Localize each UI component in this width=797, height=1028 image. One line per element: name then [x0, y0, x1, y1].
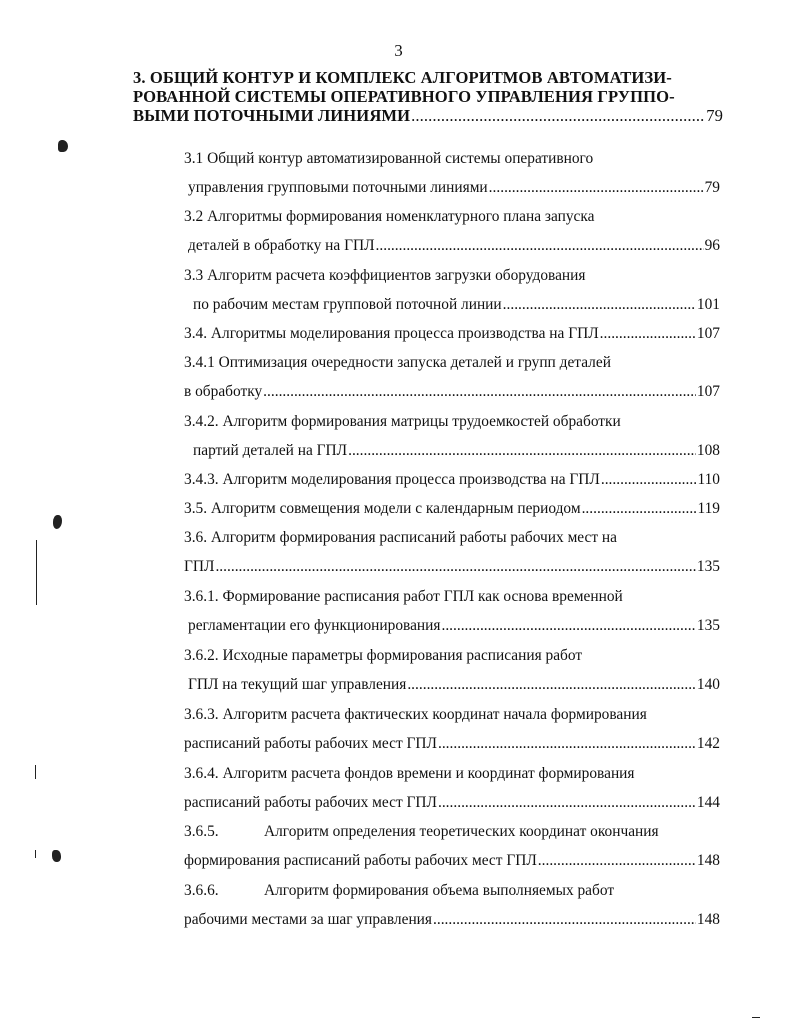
- toc-page-ref: 135: [696, 558, 720, 576]
- toc-entry-title: 3.5. Алгоритм совмещения модели с календарным периодом: [184, 500, 581, 517]
- toc-entry-3-6-4: [184, 759, 720, 818]
- toc-entry-title-cont: расписаний работы рабочих мест ГПЛ: [184, 794, 437, 812]
- dot-leader: [489, 173, 704, 202]
- toc-entry-title: 3.2 Алгоритмы формирования номенклатурного плана запуска: [184, 208, 595, 225]
- toc-page-ref: 119: [697, 500, 720, 517]
- toc-entry-title: Алгоритм определения теоретических координат окончания: [264, 823, 659, 840]
- toc-entry-title: 3.4. Алгоритмы моделирования процесса производства на ГПЛ: [184, 325, 599, 342]
- toc-entry-title-cont: формирования расписаний работы рабочих мест ГПЛ: [184, 852, 537, 870]
- toc-page-ref: 148: [696, 852, 720, 870]
- toc-entry-title: 3.4.1 Оптимизация очередности запуска деталей и групп деталей: [184, 354, 611, 371]
- chapter-heading: [133, 68, 723, 125]
- dot-leader: [600, 319, 696, 348]
- chapter-page-ref: 79: [706, 106, 723, 125]
- toc-entry-title-cont: рабочими местами за шаг управления: [184, 911, 432, 929]
- toc-page-ref: 140: [696, 676, 720, 694]
- toc-entry-title: 3.6.1. Формирование расписания работ ГПЛ как основа временной: [184, 588, 623, 605]
- dot-leader: [348, 436, 696, 465]
- toc-entry-title-cont: по рабочим местам групповой поточной линии: [193, 296, 502, 314]
- toc-entry-3-1: [184, 144, 720, 203]
- toc-entry-title: 3.3 Алгоритм расчета коэффициентов загрузки оборудования: [184, 267, 586, 284]
- toc-entry-number: 3.6.6.: [184, 882, 219, 899]
- dot-leader: [411, 106, 705, 125]
- toc-page-ref: 107: [696, 325, 720, 342]
- scan-mark: [35, 850, 36, 858]
- toc-page-ref: 110: [697, 471, 720, 488]
- toc-entry-title-cont: в обработку: [184, 383, 263, 401]
- toc-page-ref: 135: [696, 617, 720, 635]
- toc-page-ref: 142: [696, 735, 720, 753]
- dot-leader: [263, 377, 696, 406]
- chapter-title-line-2: РОВАННОЙ СИСТЕМЫ ОПЕРАТИВНОГО УПРАВЛЕНИЯ ГРУППО-: [133, 87, 675, 106]
- toc-entry-title-cont: ГПЛ на текущий шаг управления: [188, 676, 407, 694]
- toc-entry-3-6-6: [184, 876, 720, 935]
- scan-mark: [36, 540, 37, 605]
- toc-entry-3-6-5: [184, 817, 720, 876]
- toc-page-ref: 148: [696, 911, 720, 929]
- dot-leader: [441, 611, 695, 640]
- toc-page-ref: 79: [704, 179, 720, 197]
- toc-entry-title: 3.4.2. Алгоритм формирования матрицы трудоемкостей обработки: [184, 413, 621, 430]
- dot-leader: [215, 552, 695, 581]
- toc-page-ref: 144: [696, 794, 720, 812]
- toc-entry-title: Алгоритм формирования объема выполняемых работ: [264, 882, 615, 899]
- page-number: 3: [394, 41, 403, 60]
- dot-leader: [433, 905, 696, 934]
- dot-leader: [582, 494, 697, 523]
- toc-entry-title-cont: регламентации его функционирования: [188, 617, 441, 635]
- toc-entry-3-4-2: [184, 407, 720, 466]
- toc-entry-3-4: [184, 319, 720, 348]
- chapter-title-line-1: 3. ОБЩИЙ КОНТУР И КОМПЛЕКС АЛГОРИТМОВ АВТОМАТИЗИ-: [133, 68, 672, 87]
- toc-entry-3-5: [184, 494, 720, 523]
- scan-mark: [752, 1017, 760, 1018]
- dot-leader: [438, 729, 696, 758]
- chapter-title-line-3: ВЫМИ ПОТОЧНЫМИ ЛИНИЯМИ: [133, 106, 411, 125]
- toc-page-ref: 96: [704, 237, 720, 255]
- toc-entry-3-3: [184, 261, 720, 320]
- toc-entry-title-cont: партий деталей на ГПЛ: [193, 442, 348, 460]
- toc-page-ref: 108: [696, 442, 720, 460]
- toc-entry-title: 3.4.3. Алгоритм моделирования процесса производства на ГПЛ: [184, 471, 600, 488]
- dot-leader: [538, 846, 696, 875]
- dot-leader: [503, 290, 696, 319]
- toc-entry-3-6-3: [184, 700, 720, 759]
- scan-mark: [58, 140, 68, 152]
- toc-entry-title: 3.6.2. Исходные параметры формирования расписания работ: [184, 647, 583, 664]
- dot-leader: [407, 670, 696, 699]
- toc-entry-3-4-3: [184, 465, 720, 494]
- toc-entry-3-2: [184, 202, 720, 261]
- dot-leader: [601, 465, 697, 494]
- toc-entry-title: 3.1 Общий контур автоматизированной системы оперативного: [184, 150, 594, 167]
- toc-entry-title-cont: ГПЛ: [184, 558, 215, 576]
- toc-entry-3-6-1: [184, 582, 720, 641]
- toc-entry-3-6-2: [184, 641, 720, 700]
- scan-mark: [52, 850, 61, 862]
- scan-mark: [53, 515, 62, 529]
- toc-page-ref: 107: [696, 383, 720, 401]
- toc-page-ref: 101: [696, 296, 720, 314]
- toc-entry-title-cont: расписаний работы рабочих мест ГПЛ: [184, 735, 437, 753]
- toc-entry-title-cont: деталей в обработку на ГПЛ: [188, 237, 375, 255]
- toc-entry-title: 3.6. Алгоритм формирования расписаний работы рабочих мест на: [184, 529, 617, 546]
- toc-entry-title-cont: управления групповыми поточными линиями: [188, 179, 488, 197]
- dot-leader: [438, 788, 696, 817]
- toc-entry-title: 3.6.3. Алгоритм расчета фактических координат начала формирования: [184, 706, 647, 723]
- scan-mark: [35, 765, 36, 779]
- toc-entry-title: 3.6.4. Алгоритм расчета фондов времени и координат формирования: [184, 765, 635, 782]
- toc-entry-3-4-1: [184, 348, 720, 407]
- toc-entry-3-6: [184, 523, 720, 582]
- toc-entry-number: 3.6.5.: [184, 823, 219, 840]
- dot-leader: [376, 231, 704, 260]
